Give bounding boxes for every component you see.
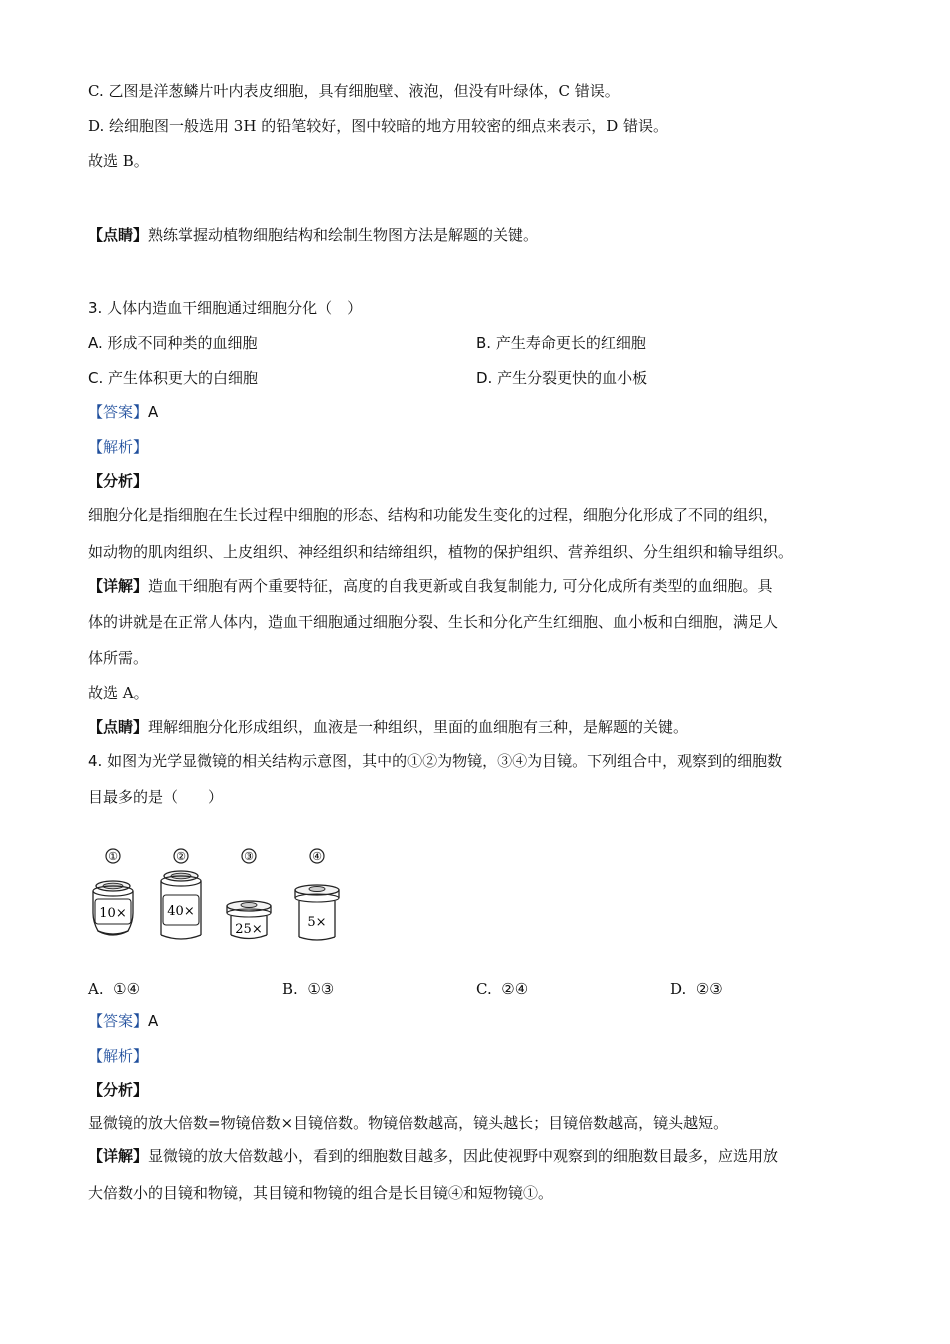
option-text: ②③ bbox=[695, 980, 723, 998]
option-letter: A. bbox=[88, 334, 103, 352]
q3-xiangjie-line-3: 体所需。 bbox=[88, 649, 149, 667]
q4-stem-line-2: 目最多的是（ ） bbox=[88, 788, 224, 806]
q3-jiexi-tag: 【解析】 bbox=[88, 438, 149, 456]
option-text: 形成不同种类的血细胞 bbox=[107, 334, 258, 352]
q4-jiexi-tag: 【解析】 bbox=[88, 1047, 149, 1065]
answer-value: A bbox=[148, 1012, 159, 1030]
q3-option-a bbox=[88, 333, 258, 353]
lens-4-eyepiece bbox=[295, 849, 339, 940]
option-letter: D. bbox=[670, 980, 687, 998]
tip-text: 熟练掌握动植物细胞结构和绘制生物图方法是解题的关键。 bbox=[148, 226, 539, 244]
q4-xiangjie-line-1 bbox=[88, 1146, 778, 1166]
option-text: 产生分裂更快的血小板 bbox=[497, 369, 648, 387]
lens-3-number: ③ bbox=[244, 850, 254, 863]
q4-fenxi-line-1: 显微镜的放大倍数=物镜倍数×目镜倍数。物镜倍数越高，镜头越长；目镜倍数越高，镜头越短。 bbox=[88, 1114, 729, 1132]
xiangjie-tag: 【详解】 bbox=[88, 1147, 149, 1165]
prev-option-d-explanation: D. 绘细胞图一般选用 3H 的铅笔较好，图中较暗的地方用较密的细点来表示，D 错误。 bbox=[88, 117, 668, 135]
option-letter: B. bbox=[282, 980, 298, 998]
option-letter: C. bbox=[88, 369, 104, 387]
tip-text: 理解细胞分化形成组织，血液是一种组织，里面的血细胞有三种，是解题的关键。 bbox=[148, 718, 689, 736]
answer-tag: 【答案】 bbox=[88, 1012, 149, 1030]
lens-3-eyepiece bbox=[227, 849, 271, 939]
q4-option-b bbox=[282, 979, 334, 999]
lens-3-magnification: 25× bbox=[235, 922, 263, 937]
lens-2-magnification: 40× bbox=[167, 904, 195, 919]
answer-value: A bbox=[148, 403, 159, 421]
option-text: ②④ bbox=[501, 980, 529, 998]
q3-option-d bbox=[476, 368, 647, 388]
q4-option-d bbox=[670, 979, 723, 999]
q4-xiangjie-line-2: 大倍数小的目镜和物镜，其目镜和物镜的组合是长目镜④和短物镜①。 bbox=[88, 1184, 554, 1202]
option-text: ①④ bbox=[113, 980, 141, 998]
prev-tip bbox=[88, 225, 538, 245]
q4-stem-line-1 bbox=[88, 751, 782, 771]
xiangjie-text: 造血干细胞有两个重要特征，高度的自我更新或自我复制能力, 可分化成所有类型的血细胞。具 bbox=[148, 577, 773, 595]
option-letter: D. bbox=[476, 369, 493, 387]
q3-xiangjie-line-2: 体的讲就是在正常人体内，造血干细胞通过细胞分裂、生长和分化产生红细胞、血小板和白细胞，满足人 bbox=[88, 613, 779, 631]
q3-conclusion: 故选 A。 bbox=[88, 684, 149, 702]
xiangjie-text: 显微镜的放大倍数越小，看到的细胞数目越多，因此使视野中观察到的细胞数目最多，应选用放 bbox=[148, 1147, 779, 1165]
q4-answer bbox=[88, 1011, 158, 1031]
option-letter: A. bbox=[88, 980, 104, 998]
tip-tag: 【点睛】 bbox=[88, 718, 149, 736]
answer-tag: 【答案】 bbox=[88, 403, 149, 421]
q3-option-b bbox=[476, 333, 646, 353]
lens-2-objective bbox=[161, 849, 201, 939]
q3-stem-text: 人体内造血干细胞通过细胞分化（ ） bbox=[107, 299, 363, 317]
q3-fenxi-line-1: 细胞分化是指细胞在生长过程中细胞的形态、结构和功能发生变化的过程，细胞分化形成了不同的组织， bbox=[88, 506, 779, 524]
lens-1-magnification: 10× bbox=[99, 906, 127, 921]
lens-4-number: ④ bbox=[312, 850, 322, 863]
q3-number: 3. bbox=[88, 299, 103, 317]
q3-fenxi-line-2: 如动物的肌肉组织、上皮组织、神经组织和结缔组织，植物的保护组织、营养组织、分生组织和输导组织。 bbox=[88, 543, 794, 561]
lens-1-number: ① bbox=[108, 850, 118, 863]
q3-xiangjie-line-1 bbox=[88, 576, 773, 596]
q3-fenxi-tag: 【分析】 bbox=[88, 472, 149, 490]
q3-option-c bbox=[88, 368, 258, 388]
option-letter: C. bbox=[476, 980, 492, 998]
q3-stem bbox=[88, 298, 362, 318]
q4-option-a bbox=[88, 979, 140, 999]
lens-2-number: ② bbox=[176, 850, 186, 863]
option-text: 产生体积更大的白细胞 bbox=[108, 369, 259, 387]
lens-1-objective bbox=[93, 849, 133, 935]
microscope-lens-figure bbox=[86, 843, 356, 948]
xiangjie-tag: 【详解】 bbox=[88, 577, 149, 595]
q3-tip bbox=[88, 717, 688, 737]
prev-option-c-explanation: C. 乙图是洋葱鳞片叶内表皮细胞，具有细胞壁、液泡，但没有叶绿体，C 错误。 bbox=[88, 82, 620, 100]
prev-conclusion: 故选 B。 bbox=[88, 152, 149, 170]
q4-number: 4. bbox=[88, 752, 103, 770]
q4-stem-text: 如图为光学显微镜的相关结构示意图，其中的①②为物镜，③④为目镜。下列组合中，观察到的细胞数 bbox=[107, 752, 783, 770]
option-text: 产生寿命更长的红细胞 bbox=[495, 334, 646, 352]
q4-option-c bbox=[476, 979, 528, 999]
q3-answer bbox=[88, 402, 158, 422]
q4-fenxi-tag: 【分析】 bbox=[88, 1081, 149, 1099]
option-text: ①③ bbox=[307, 980, 335, 998]
tip-tag: 【点睛】 bbox=[88, 226, 149, 244]
option-letter: B. bbox=[476, 334, 492, 352]
lens-4-magnification: 5× bbox=[307, 915, 327, 930]
